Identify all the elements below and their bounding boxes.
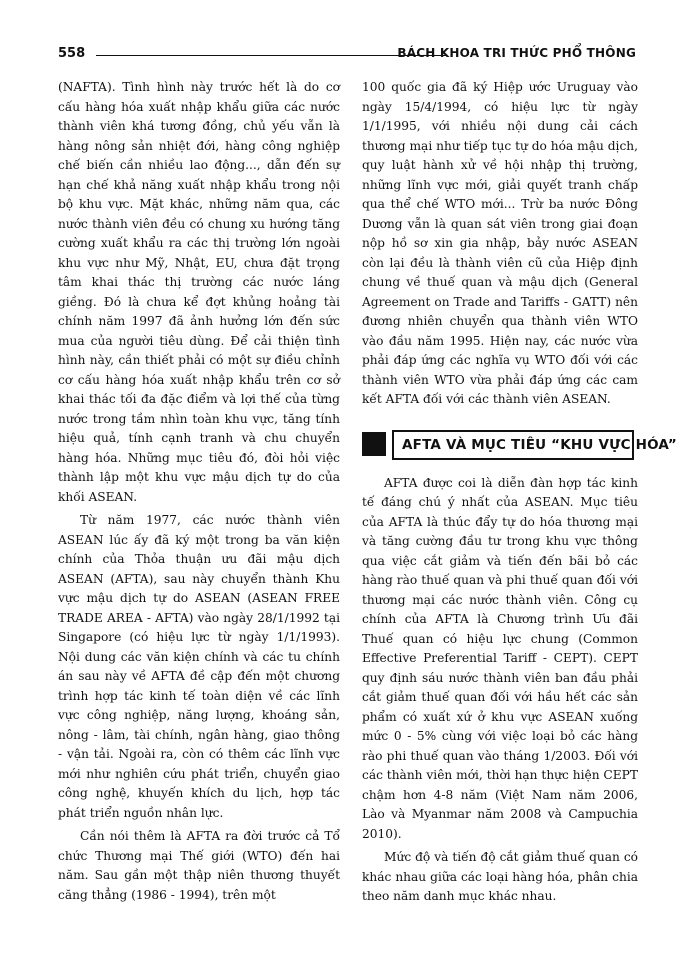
paragraph: Từ năm 1977, các nước thành viên ASEAN lúc ấy đã ký một trong ba văn kiện chính của Thỏa thuận ưu đãi mậu dịch ASEAN (AFTA), sau này chuyển thành Khu vực mậu dịch tự do ASEAN (ASEAN FREE TRADE AREA - AFTA) vào ngày 28/1/1992 tại Singapore (có hiệu lực từ ngày 1/1/1993). Nội dung các văn kiện chính và các tu chính án sau này về AFTA đề cập đến một chương trình hợp tác kinh tế toàn diện về các lĩnh vực công nghiệp, năng lượng, khoáng sản, nông - lâm, tài chính, ngân hàng, giao thông - vận tải. Ngoài ra, còn có thêm các lĩnh vực mới như nghiên cứu phát triển, chuyển giao công nghệ, khuyến khích du lịch, hợp tác phát triển nguồn nhân lực. <box>58 513 340 820</box>
paragraph: Cần nói thêm là AFTA ra đời trước cả Tổ chức Thương mại Thế giới (WTO) đến hai năm. Sau gần một thập niên thương thuyết căng thẳng (1986 - 1994), trên một <box>58 829 340 902</box>
running-title: BÁCH KHOA TRI THỨC PHỔ THÔNG <box>397 46 636 60</box>
right-column <box>362 78 677 907</box>
page-number: 558 <box>58 46 86 61</box>
header-rule <box>96 55 446 56</box>
paragraph: 100 quốc gia đã ký Hiệp ước Uruguay vào ngày 15/4/1994, có hiệu lực từ ngày 1/1/1995, với nhiều nội dung cải cách thương mại như tiếp tục tự do hóa mậu dịch, quy luật hành xử về hội nhập thị trường, những lĩnh vực mới, giải quyết tranh chấp qua thể chế WTO mới... Trừ ba nước Đông Dương vẫn là quan sát viên trong giai đoạn nộp hồ sơ xin gia nhập, bảy nước ASEAN còn lại đều là thành viên cũ của Hiệp định chung về thuế quan và mậu dịch (General Agreement on Trade and Tariffs - GATT) nên đương nhiên chuyển qua thành viên WTO vào đầu năm 1995. Hiện nay, các nước vừa phải đáp ứng các nghĩa vụ WTO đối với các thành viên WTO vừa phải đáp ứng các cam kết AFTA đối với các thành viên ASEAN. <box>362 80 638 406</box>
page-header <box>58 46 636 68</box>
paragraph: (NAFTA). Tình hình này trước hết là do cơ cấu hàng hóa xuất nhập khẩu giữa các nước thành viên khá tương đồng, chủ yếu vẫn là hàng nông sản nhiệt đới, hàng công nghiệp chế biến cần nhiều lao động..., dẫn đến sự hạn chế khả năng xuất nhập khẩu trong nội bộ khu vực. Mặt khác, những năm qua, các nước thành viên đều có chung xu hướng tăng cường xuất khẩu ra các thị trường lớn ngoài khu vực như Mỹ, Nhật, EU, chưa đặt trọng tâm khai thác thị trường các nước láng giềng. Đó là chưa kể đợt khủng hoảng tài chính năm 1997 đã ảnh hưởng lớn đến sức mua của người tiêu dùng. Để cải thiện tình hình này, cần thiết phải có một sự điều chỉnh cơ cấu hàng hóa xuất nhập khẩu trên cơ sở khai thác tối đa đặc điểm và lợi thế của từng nước trong tầm nhìn toàn khu vực, tăng tính hiệu quả, tính cạnh tranh và chu chuyển hàng hóa. Những mục tiêu đó, đòi hỏi việc thành lập một khu vực mậu dịch tự do của khối ASEAN. <box>58 80 340 504</box>
paragraph: AFTA được coi là diễn đàn hợp tác kinh tế đáng chú ý nhất của ASEAN. Mục tiêu của AFTA là thúc đẩy tự do hóa thương mại và tăng cường đầu tư trong khu vực thông qua việc cắt giảm và tiến đến bãi bỏ các hàng rào thuế quan và phi thuế quan đối với thương mại các nước thành viên. Công cụ chính của AFTA là Chương trình Ưu đãi Thuế quan có hiệu lực chung (Common Effective Preferential Tariff - CEPT). CEPT quy định sáu nước thành viên ban đầu phải cắt giảm thuế quan đối với hầu hết các sản phẩm có xuất xứ ở khu vực ASEAN xuống mức 0 - 5% cùng với việc loại bỏ các hàng rào phi thuế quan vào tháng 1/2003. Đối với các thành viên mới, thời hạn thực hiện CEPT chậm hơn 4-8 năm (Việt Nam năm 2006, Lào và Myanmar năm 2008 và Campuchia 2010). <box>362 475 638 841</box>
left-column <box>58 78 340 905</box>
section-marker-square <box>362 432 386 456</box>
paragraph: Mức độ và tiến độ cắt giảm thuế quan có khác nhau giữa các loại hàng hóa, phân chia theo năm danh mục khác nhau. <box>362 850 638 903</box>
section-title-box <box>392 430 677 460</box>
section-heading <box>362 428 677 462</box>
section-title: AFTA VÀ MỤC TIÊU “KHU VỰC HÓA” <box>402 436 677 453</box>
